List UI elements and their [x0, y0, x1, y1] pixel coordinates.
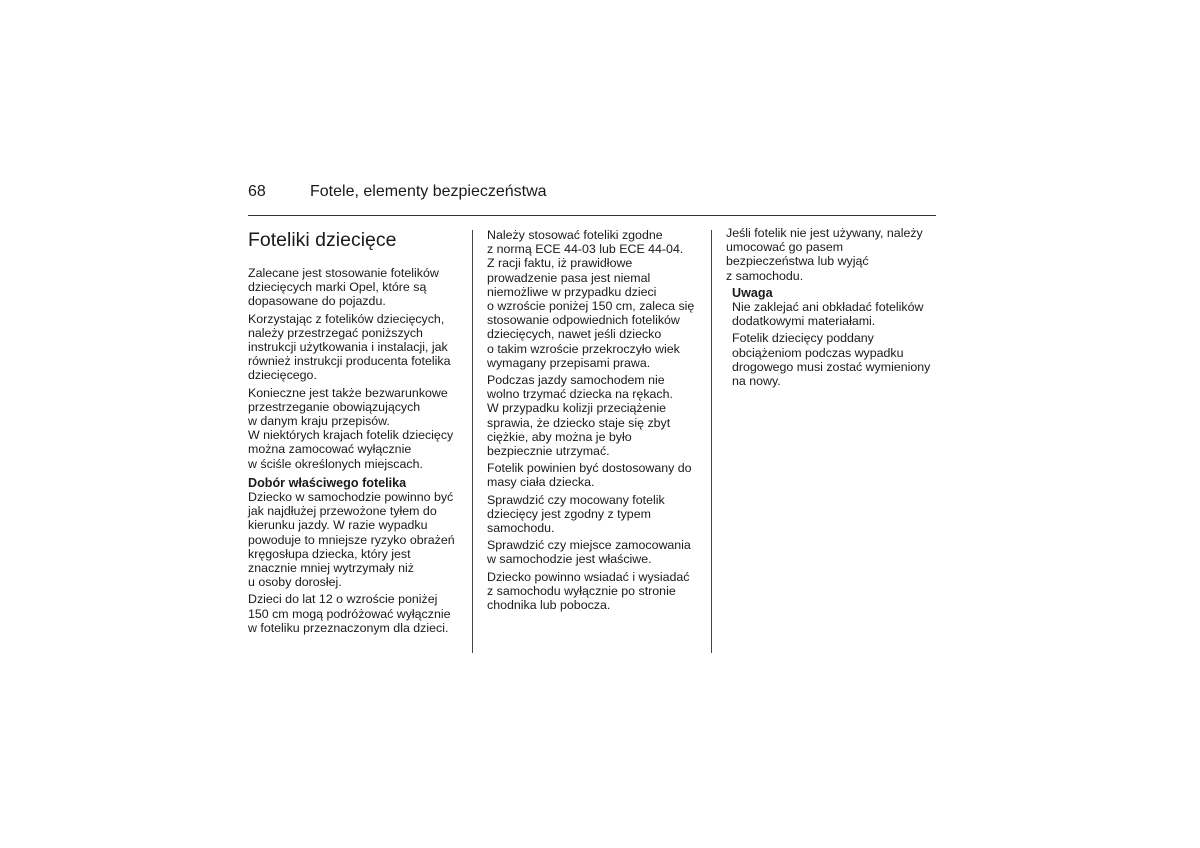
- paragraph: Należy stosować foteliki zgodne z normą ECE 44-03 lub ECE 44-04. Z racji faktu, iż prawidłowe prowadzenie pasa jest niemal niemożliwe w przypadku dzieci o wzroście poniżej 150 cm, zaleca się stosowanie odpowiednich fotelików dziecięcych, nawet jeśli dziecko o takim wzroście przekroczyło wiek wymagany przepisami prawa.: [487, 228, 695, 370]
- sub-heading: Dobór właściwego fotelika: [248, 475, 407, 490]
- paragraph: Dziecko w samochodzie powinno być jak najdłużej przewożone tyłem do kierunku jazdy. W razie wypadku powoduje to mniejsze ryzyko obrażeń kręgosłupa dziecka, który jest znacznie mniej wytrzymały niż u osoby dorosłej.: [248, 490, 455, 590]
- paragraph: Fotelik powinien być dostosowany do masy ciała dziecka.: [487, 461, 692, 490]
- section-title: Fotele, elementy bezpieczeństwa: [310, 183, 547, 200]
- paragraph: Zalecane jest stosowanie fotelików dziecięcych marki Opel, które są dopasowane do pojazdu.: [248, 266, 439, 309]
- warning-note: [726, 286, 940, 388]
- note-paragraph: Nie zaklejać ani obkładać fotelików dodatkowymi materiałami.: [732, 300, 924, 329]
- page-number: 68: [248, 183, 266, 200]
- note-heading: Uwaga: [732, 285, 773, 300]
- main-heading: Foteliki dziecięce: [248, 229, 397, 251]
- text-column-2: [487, 226, 701, 615]
- paragraph: Sprawdzić czy miejsce zamocowania w samochodzie jest właściwe.: [487, 538, 691, 567]
- header-rule: [248, 215, 936, 216]
- paragraph: Sprawdzić czy mocowany fotelik dziecięcy jest zgodny z typem samochodu.: [487, 492, 665, 536]
- paragraph: Dziecko powinno wsiadać i wysiadać z samochodu wyłącznie po stronie chodnika lub pobocza.: [487, 569, 690, 613]
- paragraph: Korzystając z fotelików dziecięcych, należy przestrzegać poniższych instrukcji użytkowania i instalacji, jak również instrukcji producenta fotelika dziecięcego.: [248, 311, 451, 383]
- text-column-3: [726, 226, 940, 391]
- paragraph: Konieczne jest także bezwarunkowe przestrzeganie obowiązujących w danym kraju przepisów. W niektórych krajach fotelik dziecięcy można zamocować wyłącznie w ściśle określonych miejscach.: [248, 385, 454, 471]
- paragraph: Podczas jazdy samochodem nie wolno trzymać dziecka na rękach. W przypadku kolizji przeciążenie sprawia, że dziecko staje się zbyt ciężkie, aby można je było bezpiecznie utrzymać.: [487, 373, 673, 459]
- paragraph: Dzieci do lat 12 o wzroście poniżej 150 cm mogą podróżować wyłącznie w foteliku przeznaczonym dla dzieci.: [248, 592, 451, 635]
- paragraph: Jeśli fotelik nie jest używany, należy umocować go pasem bezpieczeństwa lub wyjąć z samochodu.: [726, 226, 923, 283]
- column-divider: [472, 230, 473, 653]
- column-divider: [711, 230, 712, 653]
- page-header: [248, 181, 936, 207]
- note-paragraph: Fotelik dziecięcy poddany obciążeniom podczas wypadku drogowego musi zostać wymieniony na nowy.: [732, 331, 931, 389]
- text-column-1: [248, 226, 464, 638]
